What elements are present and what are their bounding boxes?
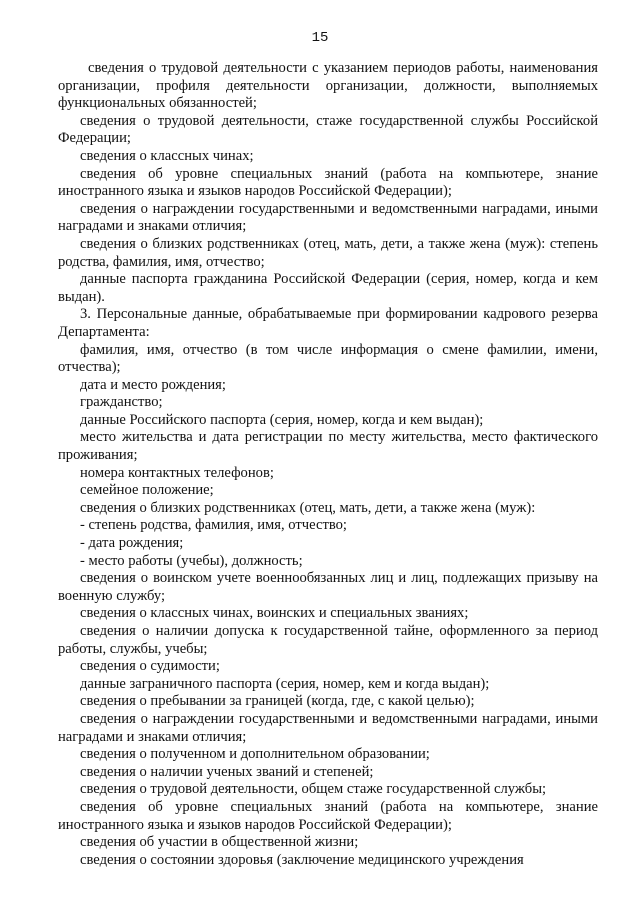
paragraph: сведения об уровне специальных знаний (работа на компьютере, знание иностранного языка и языков народов Российской Федерации); [58, 165, 598, 200]
paragraph: сведения о воинском учете военнообязанных лиц и лиц, подлежащих призыву на военную службу; [58, 570, 598, 604]
section-heading: 3. Персональные данные, обрабатываемые при формировании кадрового резерва Департамента: [58, 306, 598, 340]
paragraph: сведения о судимости; [80, 658, 220, 675]
list-item: - дата рождения; [80, 535, 184, 552]
document-body [58, 60, 598, 869]
paragraph: сведения о награждении государственными и ведомственными наградами, иными наградами и знаками отличия; [58, 710, 598, 745]
paragraph: сведения о наличии допуска к государственной тайне, оформленного за период работы, службы, учебы; [58, 623, 598, 657]
paragraph: сведения о полученном и дополнительном образовании; [80, 746, 430, 763]
paragraph: сведения о близких родственниках (отец, мать, дети, а также жена (муж): [80, 499, 536, 516]
paragraph: сведения о трудовой деятельности с указанием периодов работы, наименования организации, профиля деятельности организации, должности, выполняемых функциональных обязанностей; [58, 60, 598, 112]
paragraph: гражданство; [80, 394, 163, 411]
paragraph: сведения о трудовой деятельности, общем стаже государственной службы; [80, 781, 547, 798]
paragraph: сведения о классных чинах, воинских и специальных званиях; [80, 605, 469, 622]
page-number: 15 [311, 30, 329, 46]
paragraph: семейное положение; [80, 482, 214, 499]
paragraph: фамилия, имя, отчество (в том числе информация о смене фамилии, имени, отчества); [58, 341, 598, 376]
list-item: - степень родства, фамилия, имя, отчество; [80, 517, 347, 534]
paragraph: сведения о наличии ученых званий и степеней; [80, 763, 374, 780]
paragraph: сведения об участии в общественной жизни; [80, 834, 359, 851]
paragraph: сведения о близких родственниках (отец, мать, дети, а также жена (муж): степень родства, фамилия, имя, отчество; [58, 235, 598, 270]
paragraph: сведения о пребывании за границей (когда, где, с какой целью); [80, 693, 475, 710]
paragraph: место жительства и дата регистрации по месту жительства, место фактического проживания; [58, 429, 598, 464]
paragraph: данные заграничного паспорта (серия, номер, кем и когда выдан); [80, 675, 490, 692]
paragraph: данные Российского паспорта (серия, номер, когда и кем выдан); [80, 411, 484, 428]
list-item: - место работы (учебы), должность; [80, 552, 303, 569]
paragraph: сведения о трудовой деятельности, стаже государственной службы Российской Федерации; [58, 112, 598, 147]
paragraph: сведения о классных чинах; [80, 147, 254, 164]
paragraph: сведения об уровне специальных знаний (работа на компьютере, знание иностранного языка и языков народов Российской Федерации); [58, 798, 598, 833]
paragraph: дата и место рождения; [80, 376, 226, 393]
paragraph: номера контактных телефонов; [80, 464, 274, 481]
paragraph: сведения о награждении государственными и ведомственными наградами, иными наградами и знаками отличия; [58, 200, 598, 235]
paragraph: сведения о состоянии здоровья (заключение медицинского учреждения [80, 851, 524, 868]
paragraph: данные паспорта гражданина Российской Федерации (серия, номер, когда и кем выдан). [58, 271, 598, 305]
